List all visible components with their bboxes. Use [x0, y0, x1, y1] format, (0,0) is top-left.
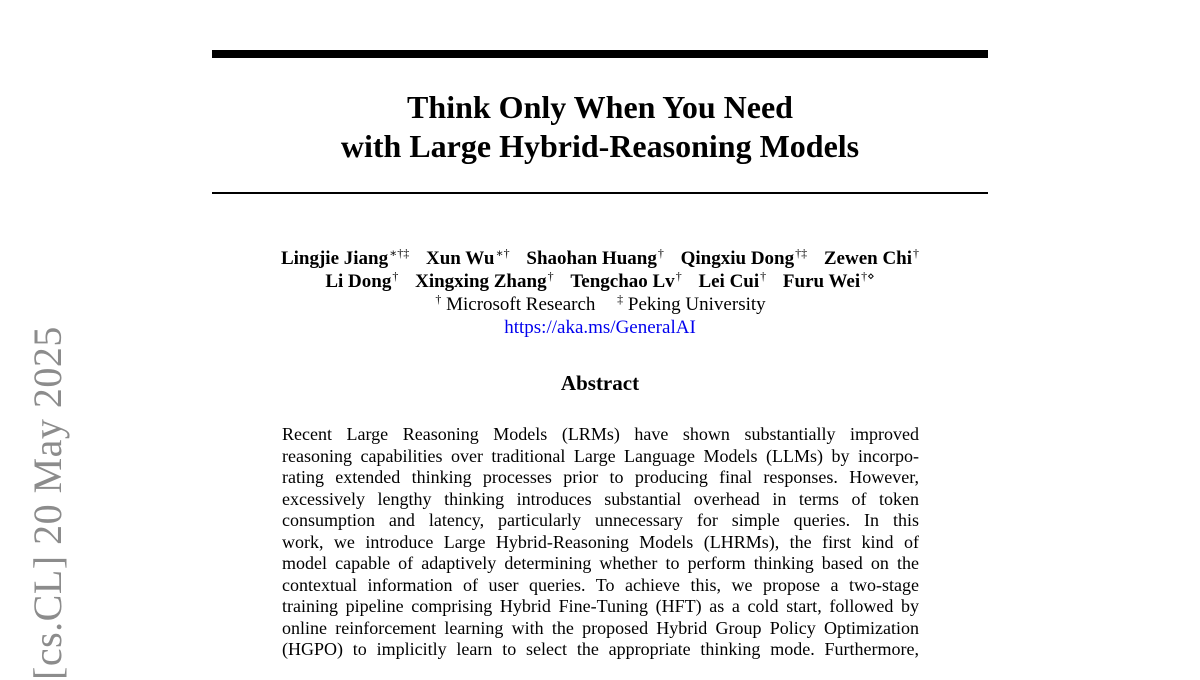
abstract-line: rating extended thinking processes prior to producing final responses. However, — [282, 467, 919, 487]
author: Xingxing Zhang† — [415, 269, 554, 292]
author: Xun Wu∗† — [426, 246, 510, 269]
abstract-line: work, we introduce Large Hybrid-Reasoning Models (LHRMs), the first kind of — [282, 531, 919, 552]
affiliations — [212, 293, 988, 316]
abstract-line: training pipeline comprising Hybrid Fine-Tuning (HFT) as a cold start, followed by — [282, 596, 919, 616]
abstract-line: (HGPO) to implicitly learn to select the appropriate thinking mode. Furthermore, — [282, 639, 919, 659]
author: Tengchao Lv† — [570, 269, 682, 292]
author: Lei Cui† — [698, 269, 767, 292]
author: Shaohan Huang† — [526, 246, 664, 269]
abstract-line: Recent Large Reasoning Models (LRMs) have shown substantially improved — [282, 424, 919, 444]
abstract-heading: Abstract — [560, 371, 640, 395]
project-link[interactable]: https://aka.ms/GeneralAI — [504, 317, 696, 338]
author: Qingxiu Dong†‡ — [680, 246, 808, 269]
abstract-line: excessively lengthy thinking introduces substantial overhead in terms of token — [282, 488, 919, 509]
paper-title — [212, 88, 988, 166]
title-bottom-rule — [212, 192, 988, 194]
author: Lingjie Jiang∗†‡ — [280, 246, 410, 269]
title-top-rule — [212, 50, 988, 58]
author-block — [212, 247, 988, 339]
author: Li Dong† — [325, 269, 399, 292]
abstract-line: model capable of adaptively determining whether to perform thinking based on the — [282, 553, 919, 573]
author: Zewen Chi† — [823, 246, 920, 269]
author: Furu Wei†⋄ — [782, 269, 875, 292]
abstract-line: consumption and latency, particularly unnecessary for simple queries. In this — [282, 510, 919, 530]
author-row-1 — [212, 247, 988, 270]
title-line-2: with Large Hybrid-Reasoning Models — [340, 128, 860, 164]
arxiv-side-label: [cs.CL] 20 May 2025 — [25, 326, 70, 680]
title-line-1: Think Only When You Need — [407, 89, 793, 125]
abstract-line: online reinforcement learning with the proposed Hybrid Group Policy Optimization — [282, 617, 919, 638]
affiliation: ‡ Peking University — [617, 292, 766, 315]
author-row-2 — [212, 270, 988, 293]
affiliation: † Microsoft Research — [435, 292, 596, 315]
abstract-line: reasoning capabilities over traditional Large Language Models (LLMs) by incorpo- — [282, 445, 919, 466]
abstract-line: contextual information of user queries. To achieve this, we propose a two-stage — [282, 574, 919, 595]
abstract-body — [282, 424, 919, 661]
